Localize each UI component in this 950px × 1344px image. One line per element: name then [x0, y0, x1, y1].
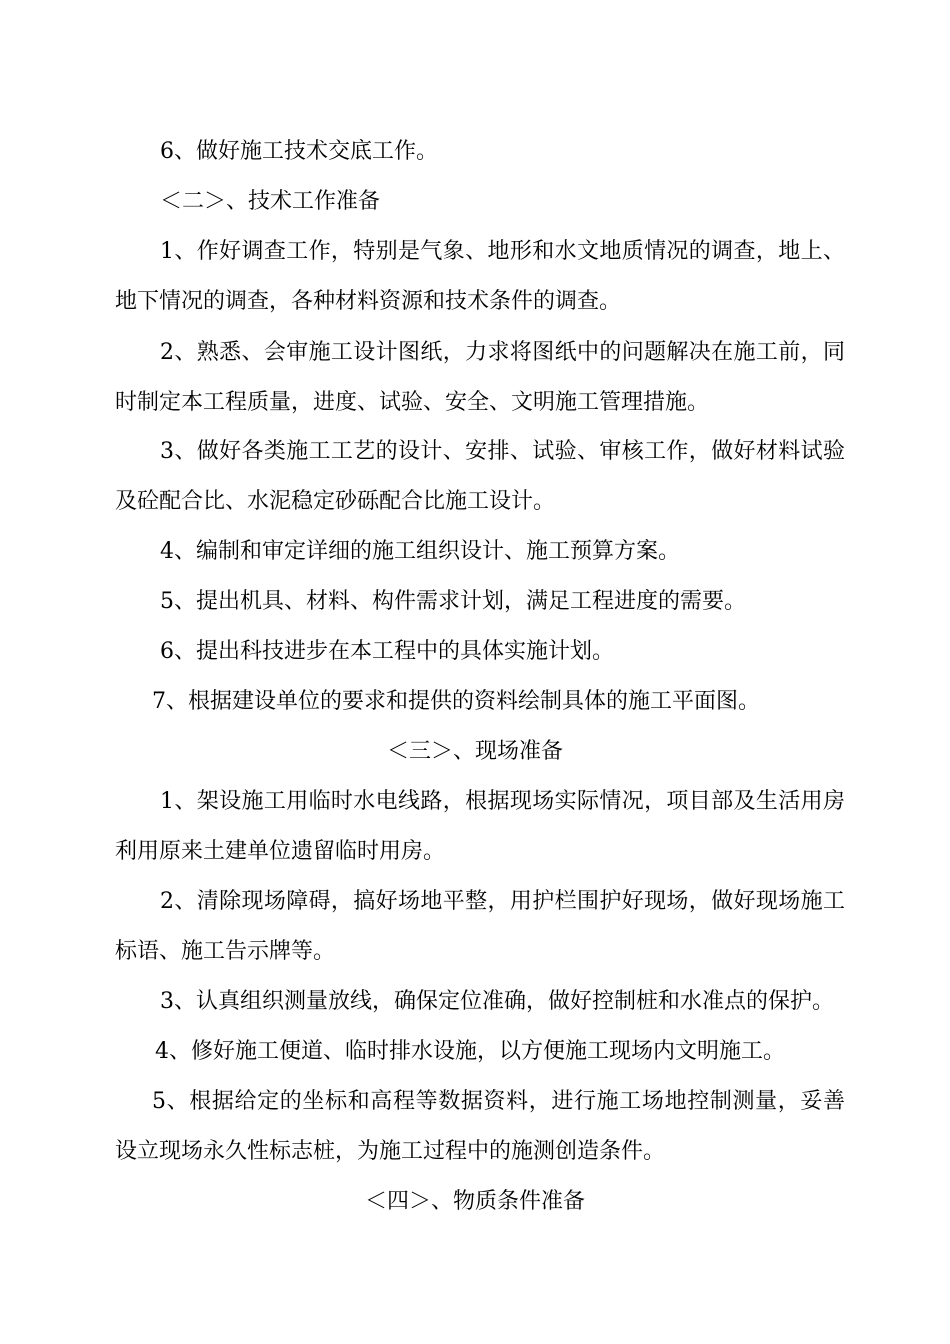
paragraph-item-3-surveying: 3、认真组织测量放线，确保定位准确，做好控制桩和水准点的保护。	[160, 989, 834, 1014]
paragraph-item-1-utilities-line2: 利用原来土建单位遗留临时用房。	[115, 839, 446, 864]
paragraph-item-1-survey-line2: 地下情况的调查，各种材料资源和技术条件的调查。	[115, 289, 622, 314]
paragraph-item-2-clearing-line1: 2、清除现场障碍，搞好场地平整，用护栏围护好现场，做好现场施工	[160, 889, 845, 914]
section-heading-site-prep: ＜三＞、现场准备	[386, 739, 563, 764]
paragraph-item-5-control-survey-line2: 设立现场永久性标志桩，为施工过程中的施测创造条件。	[115, 1139, 666, 1164]
section-heading-technical-prep: ＜二＞、技术工作准备	[160, 189, 381, 214]
paragraph-item-1-survey-line1: 1、作好调查工作，特别是气象、地形和水文地质情况的调查，地上、	[160, 239, 845, 264]
paragraph-item-2-clearing-line2: 标语、施工告示牌等。	[115, 939, 336, 964]
section-heading-material-prep: ＜四＞、物质条件准备	[364, 1189, 585, 1214]
paragraph-item-2-drawings-line2: 时制定本工程质量，进度、试验、安全、文明施工管理措施。	[115, 390, 710, 415]
paragraph-item-3-process-line1: 3、做好各类施工工艺的设计、安排、试验、审核工作，做好材料试验	[160, 439, 845, 464]
paragraph-item-4-organization: 4、编制和审定详细的施工组织设计、施工预算方案。	[160, 539, 680, 564]
paragraph-item-7-site-plan: 7、根据建设单位的要求和提供的资料绘制具体的施工平面图。	[152, 689, 760, 714]
paragraph-item-3-process-line2: 及砼配合比、水泥稳定砂砾配合比施工设计。	[115, 489, 556, 514]
paragraph-item-2-drawings-line1: 2、熟悉、会审施工设计图纸，力求将图纸中的问题解决在施工前，同	[160, 340, 845, 365]
paragraph-item-6-tech-briefing: 6、做好施工技术交底工作。	[160, 139, 438, 164]
paragraph-item-6-tech-progress: 6、提出科技进步在本工程中的具体实施计划。	[160, 639, 614, 664]
paragraph-item-1-utilities-line1: 1、架设施工用临时水电线路，根据现场实际情况，项目部及生活用房	[160, 789, 845, 814]
paragraph-item-4-access-road: 4、修好施工便道、临时排水设施，以方便施工现场内文明施工。	[155, 1039, 785, 1064]
paragraph-item-5-control-survey-line1: 5、根据给定的坐标和高程等数据资料，进行施工场地控制测量，妥善	[152, 1089, 845, 1114]
paragraph-item-5-equipment-plan: 5、提出机具、材料、构件需求计划，满足工程进度的需要。	[160, 589, 746, 614]
